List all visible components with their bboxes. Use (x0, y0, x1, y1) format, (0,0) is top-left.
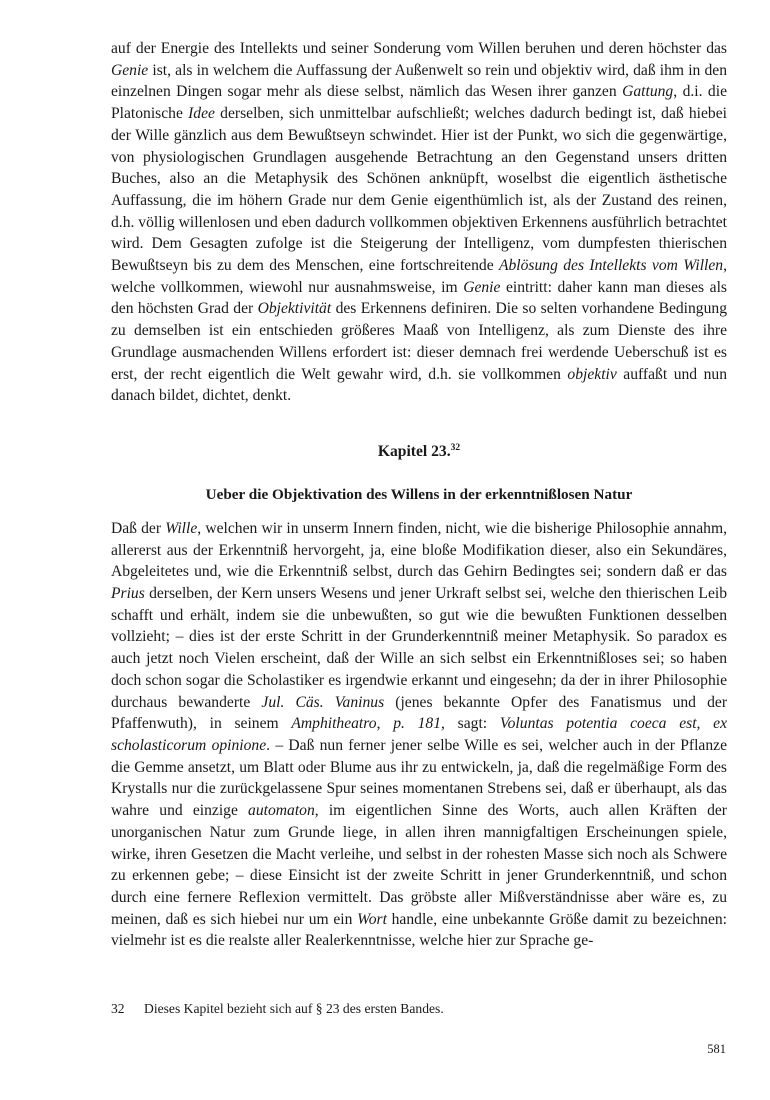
text-run: , im eigentlichen Sinne des Worts, auch allen Kräften der unorganischen Natur zum Grunde liege, in allen ihren mannigfaltigen Erscheinungen spiele, wirke, ihren Gesetzen die Macht verleihe, und selbst in der rohesten Masse sich noch als Schwere zu erkennen gebe; – diese Einsicht ist der zweite Schritt in jener Grunderkenntniß, und schon durch eine fernere Reflexion vermittelt. Das gröbste aller Mißverständnisse aber wäre es, zu meinen, daß es sich hiebei nur um ein (111, 802, 727, 928)
footnote-reference[interactable]: 32 (450, 442, 461, 453)
text-run: ist, als in welchem die Auffassung der Außenwelt so rein und objektiv wird, daß ihm in den einzelnen Dingen sogar mehr als diese selbst, nämlich das Wesen ihrer ganzen (111, 61, 727, 101)
paragraph-2 (111, 518, 727, 952)
text-run: derselben, der Kern unsers Wesens und jener Urkraft selbst sei, welche den thierischen Leib schafft und erhält, indem sie die unbewußten, so gut wie die bewußten Funktionen desselben vollzieht; – dies ist der erste Schritt in der Grunderkenntniß meiner Metaphysik. So paradox es auch jetzt noch Vielen erscheint, daß der Wille an sich selbst ein Erkenntnißloses sei; so haben doch schon sogar die Scholastiker es irgendwie erkannt und eingesehn; da der in ihrer Philosophie durchaus bewanderte (111, 585, 727, 711)
emphasis-run: Objektivität (257, 300, 332, 318)
emphasis-run: Wort (357, 910, 387, 928)
text-run: , welchen wir in unserm Innern finden, nicht, wie die bisherige Philosophie annahm, allererst aus der Erkenntniß hervorgeht, ja, eine bloße Modifikation dieser, also ein Sekundäres, Abgeleitetes und, wie die Erkenntniß selbst, durch das Gehirn Bedingtes sei; sondern daß er das (111, 519, 728, 581)
text-run: handle, eine unbekannte Größe damit zu bezeichnen: vielmehr ist es die realste aller Realerkenntnisse, welche hier zur Sprache ge- (111, 910, 727, 950)
text-run: auf der Energie des Intellekts und seiner Sonderung vom Willen beruhen und deren höchster das (111, 40, 727, 57)
text-run: Daß der (111, 519, 166, 537)
emphasis-run: Wille (165, 519, 198, 537)
text-run: , d.i. die Platonische (111, 83, 727, 123)
emphasis-run: Genie (111, 61, 149, 79)
emphasis-run: Jul. Cäs. Vaninus (261, 693, 385, 711)
emphasis-run: Genie (463, 278, 501, 296)
page-number: 581 (707, 1042, 726, 1056)
paragraph-1 (111, 38, 727, 407)
emphasis-run: Prius (111, 585, 145, 603)
emphasis-run: Ablösung des Intellekts vom Willen (498, 257, 724, 275)
footnote-number: 32 (111, 1001, 125, 1016)
page-body (111, 38, 727, 952)
text-run: des Erkennens definiren. Die so selten vorhandene Bedingung zu demselben ist ein entschieden größeres Maaß von Intelligenz, als zum Dienste des ihre Grundlage ausmachenden Willens erfordert ist: dieser demnach frei werdende Ueberschuß ist es erst, der recht eigentlich die Welt gewahr wird, d.h. sie vollkommen (111, 300, 727, 383)
text-run: auffaßt und nun danach bildet, dichtet, denkt. (111, 365, 727, 405)
emphasis-run: automaton (248, 802, 315, 820)
emphasis-run: p. 181 (393, 715, 442, 733)
emphasis-run: Gattung (622, 83, 674, 101)
text-run: , (376, 715, 394, 733)
text-run: derselben, sich unmittelbar aufschließt; welches dadurch bedingt ist, daß hiebei der Wille gänzlich aus dem Bewußtseyn schwindet. Hier ist der Punkt, wo sich die gegenwärtige, von physiologischen Grundlagen ausgehende Betrachtung an den Gegenstand unsers dritten Buches, also an die Metaphysik des Schönen anknüpft, woselbst die eigentlich ästhetische Auffassung, die im höhern Grade nur dem Genie eigenthümlich ist, als der Zustand des reinen, d.h. völlig willenlosen und eben dadurch vollkommen objektiven Erkennens ausführlich betrachtet wird. Dem Gesagten zufolge ist die Steigerung der Intelligenz, vom dumpfesten thierischen Bewußtseyn bis zu dem des Menschen, eine fortschreitende (111, 105, 727, 275)
text-run: . – Daß nun ferner jener selbe Wille es sei, welcher auch in der Pflanze die Gemme ansetzt, um Blatt oder Blume aus ihr zu entwickeln, ja, daß die regelmäßige Form des Krystalls nur die zurückgelassene Spur seines momentanen Strebens sei, daß er überhaupt, als das wahre und einzige (111, 736, 727, 820)
text-run: (jenes bekannte Opfer des Fanatismus und der Pfaffenwuth), in seinem (111, 693, 728, 733)
footnote-text: Dieses Kapitel bezieht sich auf § 23 des ersten Bandes. (144, 1001, 444, 1016)
chapter-title: Kapitel 23. (377, 442, 451, 460)
emphasis-run: Idee (188, 105, 215, 123)
text-run: , welche vollkommen, wiewohl nur ausnahmsweise, im (111, 257, 727, 296)
chapter-subtitle: Ueber die Objektivation des Willens in der erkenntnißlosen Natur (205, 485, 633, 503)
footnote (111, 1000, 727, 1018)
emphasis-run: objektiv (567, 365, 617, 383)
emphasis-run: Amphitheatro (291, 715, 377, 733)
emphasis-run: Voluntas potentia coeca est, ex scholasticorum opinione (111, 715, 728, 754)
chapter-heading (111, 441, 727, 462)
text-run: , sagt: (441, 715, 500, 733)
text-run: eintritt: daher kann man dieses als den höchsten Grad der (111, 278, 727, 318)
